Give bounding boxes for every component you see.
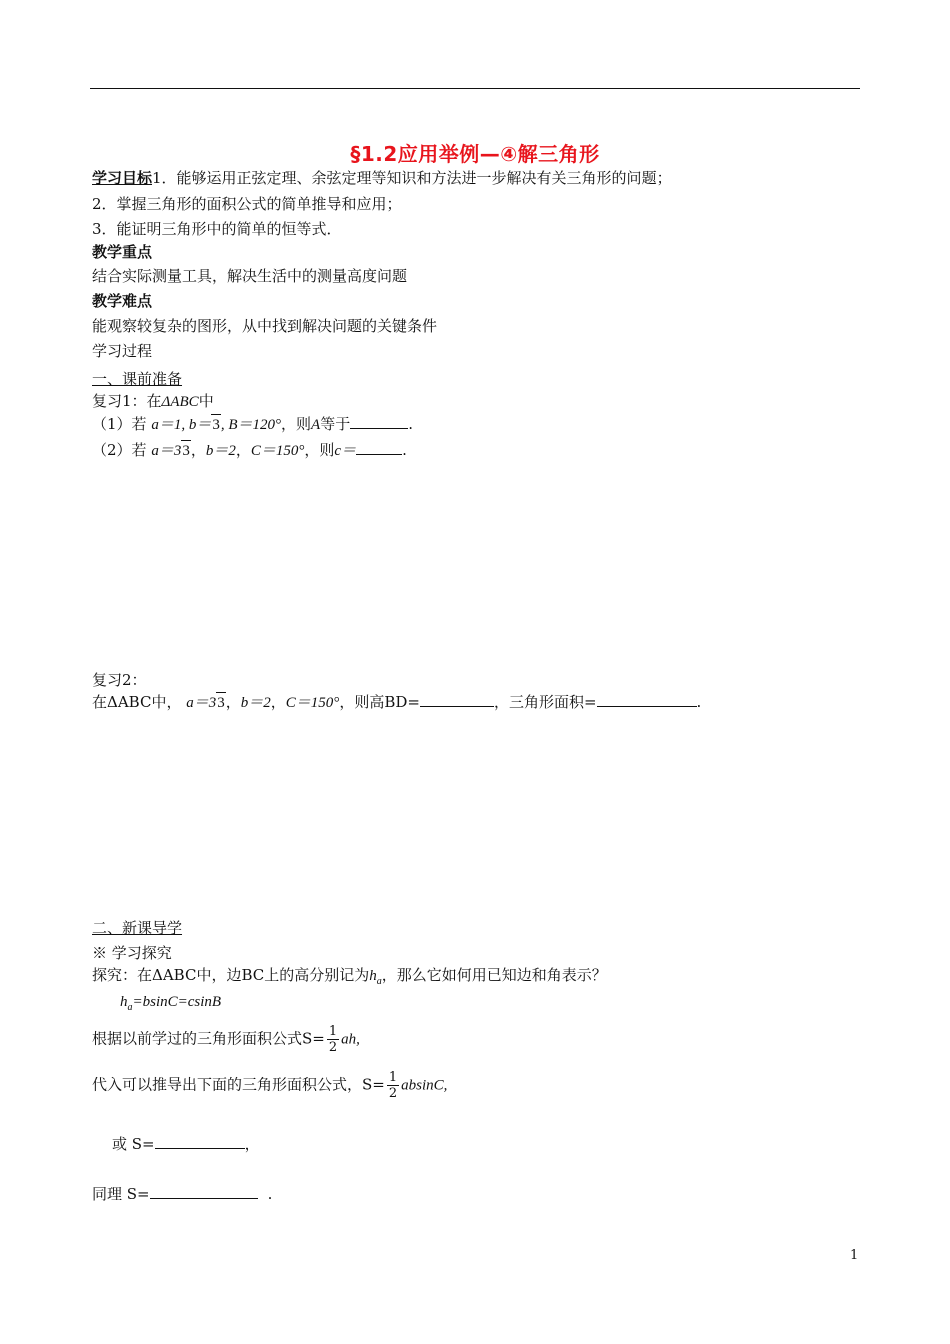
q1-answer-blank[interactable] [350, 414, 408, 429]
difficulty-heading: 教学难点 [92, 292, 153, 310]
area-prev-text: 根据以前学过的三角形面积公式S= [92, 1029, 325, 1048]
goal-line-1 [92, 168, 672, 188]
process-label: 学习过程 [92, 342, 153, 360]
q2-var: c＝ [334, 443, 357, 459]
review1-triangle: ΔABC [161, 394, 199, 410]
section2-subheading: ※ 学习探究 [92, 944, 172, 962]
question-1: （1）若 a＝1, b＝3, B＝120°，则A等于 . [92, 415, 413, 433]
r2-sqrt: 3 [216, 692, 226, 713]
goal-item-1: 1．能够运用正弦定理、余弦定理等知识和方法进一步解决有关三角形的问题； [152, 169, 672, 187]
header-rule [90, 88, 860, 89]
goals-label: 学习目标 [92, 169, 153, 187]
page-title: §1.2应用举例—④解三角形 [350, 142, 600, 166]
q1-sqrt: 3 [211, 414, 221, 435]
review1-line [92, 391, 214, 412]
q1-expr: a＝1, b＝ [151, 417, 212, 433]
q2-b: b＝2 [205, 443, 236, 459]
q2-c: C＝150° [250, 443, 305, 459]
q2-a: a＝3 [151, 443, 182, 459]
formula-rest: =bsinC=csinB [132, 994, 222, 1010]
section2-heading: 二、新课导学 [92, 919, 183, 937]
one-half-fraction: $\frac{1}{2}$ [328, 1024, 338, 1055]
q1-end: 等于 [320, 415, 351, 433]
explore-line [92, 965, 607, 992]
goal-item-2: 2．掌握三角形的面积公式的简单推导和应用； [92, 195, 402, 213]
q1-var: A [311, 417, 321, 433]
r2-height-label: ，则高BD= [339, 693, 420, 711]
area-formula-previous [92, 1024, 360, 1055]
explore-sub: a [376, 976, 382, 987]
similarly-formula-blank[interactable] [150, 1184, 258, 1199]
key-point-text: 结合实际测量工具，解决生活中的测量高度问题 [92, 267, 408, 285]
r2-prefix: 在ΔABC中， [92, 693, 182, 711]
r2-area-blank[interactable] [597, 692, 697, 707]
or-label: 或 S= [112, 1135, 155, 1153]
or-formula-blank[interactable] [155, 1134, 245, 1149]
r2-area-label: ，三角形面积= [493, 693, 597, 711]
q1-tail: ，则 [281, 415, 312, 433]
explore-h: h [369, 968, 377, 984]
r2-c: C＝150° [285, 695, 340, 711]
derived-area-formula [92, 1070, 447, 1101]
or-formula-line: 或 S= ， [112, 1135, 260, 1153]
similarly-formula-line: 同理 S= . [92, 1185, 273, 1203]
question-2: （2）若 a＝33，b＝2，C＝150°，则c＝ . [92, 441, 407, 459]
area-prev-tail: ah, [341, 1031, 360, 1048]
one-half-fraction-2: $\frac{1}{2}$ [388, 1070, 398, 1101]
q1-number: （1）若 [92, 415, 147, 433]
goal-item-3: 3．能证明三角形中的简单的恒等式． [92, 220, 342, 238]
q1-expr2: , B＝120° [220, 417, 282, 433]
q2-answer-blank[interactable] [356, 440, 402, 455]
explore-tail: ，那么它如何用已知边和角表示？ [381, 966, 607, 984]
height-formula [120, 991, 221, 1018]
review1-label: 复习1：在 [92, 392, 162, 410]
review2-label: 复习2： [92, 671, 147, 689]
key-point-heading: 教学重点 [92, 243, 153, 261]
r2-a: a＝3 [186, 695, 217, 711]
section1-heading: 一、课前准备 [92, 370, 183, 388]
explore-text: 探究：在ΔABC中，边BC上的高分别记为 [92, 966, 370, 984]
review2-line: 在ΔABC中， a＝33，b＝2，C＝150°，则高BD= ，三角形面积= . [92, 693, 702, 711]
q2-number: （2）若 [92, 441, 147, 459]
r2-height-blank[interactable] [420, 692, 494, 707]
difficulty-text: 能观察较复杂的图形，从中找到解决问题的关键条件 [92, 317, 438, 335]
derive-text: 代入可以推导出下面的三角形面积公式，S= [92, 1075, 385, 1094]
q2-then: ，则 [304, 441, 335, 459]
similarly-label: 同理 S= [92, 1185, 150, 1203]
derive-tail: absinC, [401, 1077, 448, 1094]
r2-b: b＝2 [240, 695, 271, 711]
formula-h: h [120, 994, 128, 1010]
review1-tail: 中 [198, 392, 214, 410]
q2-sqrt: 3 [181, 440, 191, 461]
formula-sub: a [127, 1002, 133, 1013]
page-number: 1 [850, 1248, 859, 1263]
